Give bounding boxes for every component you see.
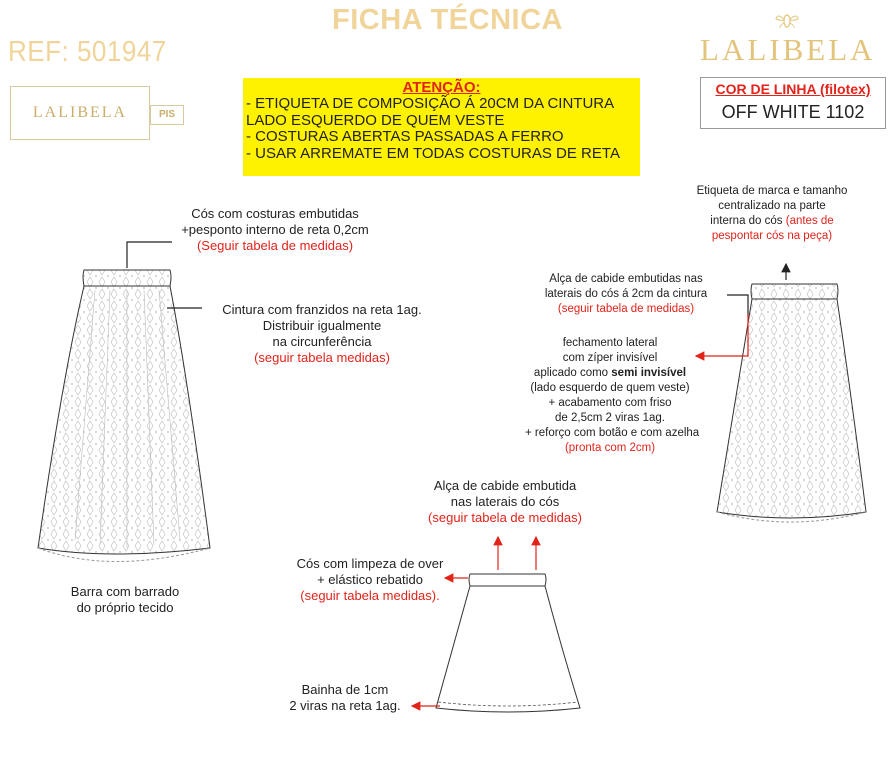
note-text: na circunferência	[272, 334, 372, 349]
note-text: +pesponto interno de reta 0,2cm	[181, 222, 369, 237]
note-text: semi invisível	[611, 367, 687, 379]
back-skirt-sketch	[717, 284, 866, 522]
note-text: fechamento lateral	[562, 337, 658, 349]
note-red-text: (seguir tabela de medidas)	[428, 510, 582, 525]
note-text: 2 viras na reta 1ag.	[289, 698, 401, 713]
note-text: de 2,5cm 2 viras 1ag.	[555, 412, 665, 424]
note-cos-lining	[280, 556, 460, 604]
note-cintura	[202, 302, 442, 366]
note-text: do próprio tecido	[76, 600, 174, 615]
note-fechamento	[525, 336, 700, 456]
note-text: aplicado como	[533, 367, 612, 379]
warning-title: ATENÇÃO:	[402, 79, 481, 96]
brand-logo-text: LALIBELA	[700, 32, 876, 67]
pis-label: PIS	[150, 105, 184, 125]
note-text: Cós com limpeza de over	[296, 556, 444, 571]
note-bainha	[270, 682, 420, 714]
note-text: Barra com barrado	[70, 584, 180, 599]
note-text: Distribuir igualmente	[262, 318, 382, 333]
note-text: + acabamento com friso	[548, 397, 672, 409]
note-text: com zíper invisível	[562, 352, 658, 364]
note-text: nas laterais do cós	[450, 494, 560, 509]
thread-color-title: COR DE LINHA (filotex)	[715, 81, 871, 97]
note-red-text: pespontar cós na peça)	[711, 230, 833, 242]
note-text: laterais do cós á 2cm da cintura	[544, 288, 708, 300]
thread-color-value: OFF WHITE 1102	[721, 102, 865, 122]
note-text: + elástico rebatido	[317, 572, 423, 587]
note-alca-lining	[405, 478, 605, 526]
note-text: Bainha de 1cm	[301, 682, 389, 697]
note-text: (lado esquerdo de quem veste)	[530, 382, 690, 394]
note-text: Cós com costuras embutidas	[191, 206, 359, 221]
reference-code: REF: 501947	[8, 36, 167, 68]
warning-line: - COSTURAS ABERTAS PASSADAS A FERRO	[246, 128, 564, 145]
note-text: interna do cós	[710, 215, 786, 227]
note-alca-back	[520, 272, 732, 317]
note-text: Alça de cabide embutidas nas	[549, 273, 703, 285]
note-red-text: (pronta com 2cm)	[564, 442, 656, 454]
note-text: Alça de cabide embutida	[433, 478, 577, 493]
front-skirt-sketch	[38, 270, 210, 562]
note-barra	[45, 584, 205, 616]
warning-line: LADO ESQUERDO DE QUEM VESTE	[246, 111, 505, 129]
note-red-text: (seguir tabela de medidas)	[557, 303, 695, 315]
label-logo-text: LALIBELA	[32, 104, 128, 121]
note-text: centralizado na parte	[718, 200, 826, 212]
note-cos	[160, 206, 390, 254]
note-red-text: (antes de	[785, 215, 834, 227]
note-text: Cintura com franzidos na reta 1ag.	[222, 302, 422, 317]
note-red-text: (seguir tabela medidas)	[254, 350, 390, 365]
note-red-text: (seguir tabela medidas).	[300, 588, 440, 603]
note-etiqueta	[682, 184, 862, 244]
note-red-text: (Seguir tabela de medidas)	[196, 238, 354, 253]
note-text: Etiqueta de marca e tamanho	[696, 185, 848, 197]
note-text: + reforço com botão e com azelha	[525, 427, 700, 439]
page-title: FICHA TÉCNICA	[332, 4, 563, 36]
warning-line: - ETIQUETA DE COMPOSIÇÃO Á 20CM DA CINTURA	[246, 95, 615, 112]
warning-line: - USAR ARREMATE EM TODAS COSTURAS DE RETA	[246, 144, 620, 162]
